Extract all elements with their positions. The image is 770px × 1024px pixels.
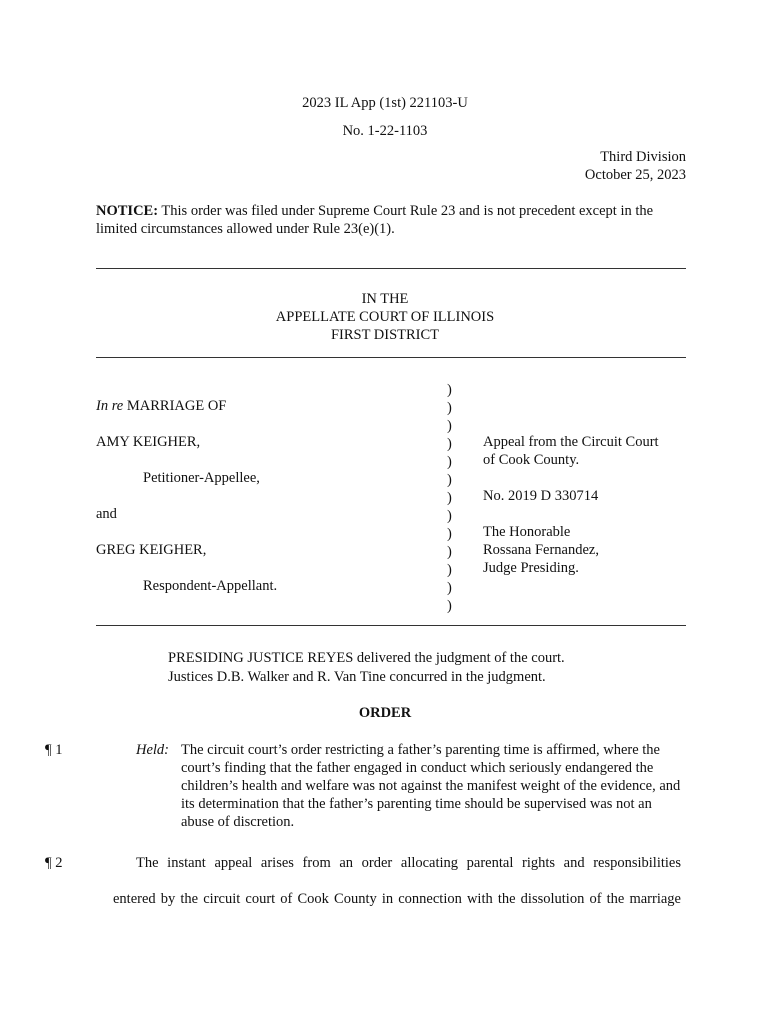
paragraph-2-line-1: The instant appeal arises from an order allocating parental rights and responsibilities [136, 855, 681, 871]
paren: ) [447, 490, 452, 506]
divider-1 [96, 268, 686, 269]
notice-line-1 [96, 202, 653, 220]
citation: 2023 IL App (1st) 221103-U [302, 95, 468, 111]
paren: ) [447, 562, 452, 578]
in-re-rest: MARRIAGE OF [123, 398, 227, 414]
in-re-line [96, 397, 226, 415]
caption-parentheses [447, 381, 452, 615]
court-line-3: FIRST DISTRICT [330, 327, 440, 343]
paren: ) [447, 544, 452, 560]
paragraph-number-2: ¶ 2 [45, 855, 63, 871]
judgment-line-1: PRESIDING JUSTICE REYES delivered the judgment of the court. [168, 650, 565, 666]
paren: ) [447, 508, 452, 524]
docket-number: No. 1-22-1103 [342, 123, 428, 139]
divider-2 [96, 357, 686, 358]
notice-text-1: This order was filed under Supreme Court Rule 23 and is not precedent except in the [158, 203, 654, 219]
paren: ) [447, 454, 452, 470]
petitioner-name: AMY KEIGHER, [96, 434, 201, 450]
paren: ) [447, 418, 452, 434]
paren: ) [447, 580, 452, 596]
court-line-1: IN THE [361, 291, 409, 307]
appeal-line-2: of Cook County. [483, 452, 580, 468]
held-label: Held: [136, 742, 170, 758]
paren: ) [447, 472, 452, 488]
order-heading: ORDER [358, 705, 412, 721]
court-line-2: APPELLATE COURT OF ILLINOIS [275, 309, 495, 325]
paragraph-number-1: ¶ 1 [45, 742, 63, 758]
notice-text-2: limited circumstances allowed under Rule 23(e)(1). [96, 221, 395, 237]
in-re-italic: In re [96, 398, 124, 414]
division: Third Division [600, 149, 686, 165]
paren: ) [447, 436, 452, 452]
divider-3 [96, 625, 686, 626]
paragraph-2-line-2: entered by the circuit court of Cook County in connection with the dissolution of the marriage [113, 891, 681, 907]
judge-line-2: Rossana Fernandez, [483, 542, 599, 558]
notice-label: NOTICE: [96, 203, 159, 219]
petitioner-role: Petitioner-Appellee, [143, 470, 260, 486]
and-word: and [96, 506, 117, 522]
paren: ) [447, 400, 452, 416]
judgment-line-2: Justices D.B. Walker and R. Van Tine concurred in the judgment. [168, 669, 546, 685]
held-text: The circuit court’s order restricting a father’s parenting time is affirmed, where the court’s finding that the father engaged in conduct which seriously endangered the children’s health and welfare was not against the manifest weight of the evidence, and its determination that the father’s parenting time should be supervised was not an abuse of discretion. [181, 742, 681, 830]
respondent-role: Respondent-Appellant. [143, 578, 278, 594]
paren: ) [447, 382, 452, 398]
respondent-name: GREG KEIGHER, [96, 542, 207, 558]
paren: ) [447, 598, 452, 614]
judge-line-3: Judge Presiding. [483, 560, 579, 576]
judge-line-1: The Honorable [483, 524, 571, 540]
case-number: No. 2019 D 330714 [483, 488, 599, 504]
appeal-line-1: Appeal from the Circuit Court [483, 434, 659, 450]
paren: ) [447, 526, 452, 542]
filing-date: October 25, 2023 [584, 167, 686, 183]
